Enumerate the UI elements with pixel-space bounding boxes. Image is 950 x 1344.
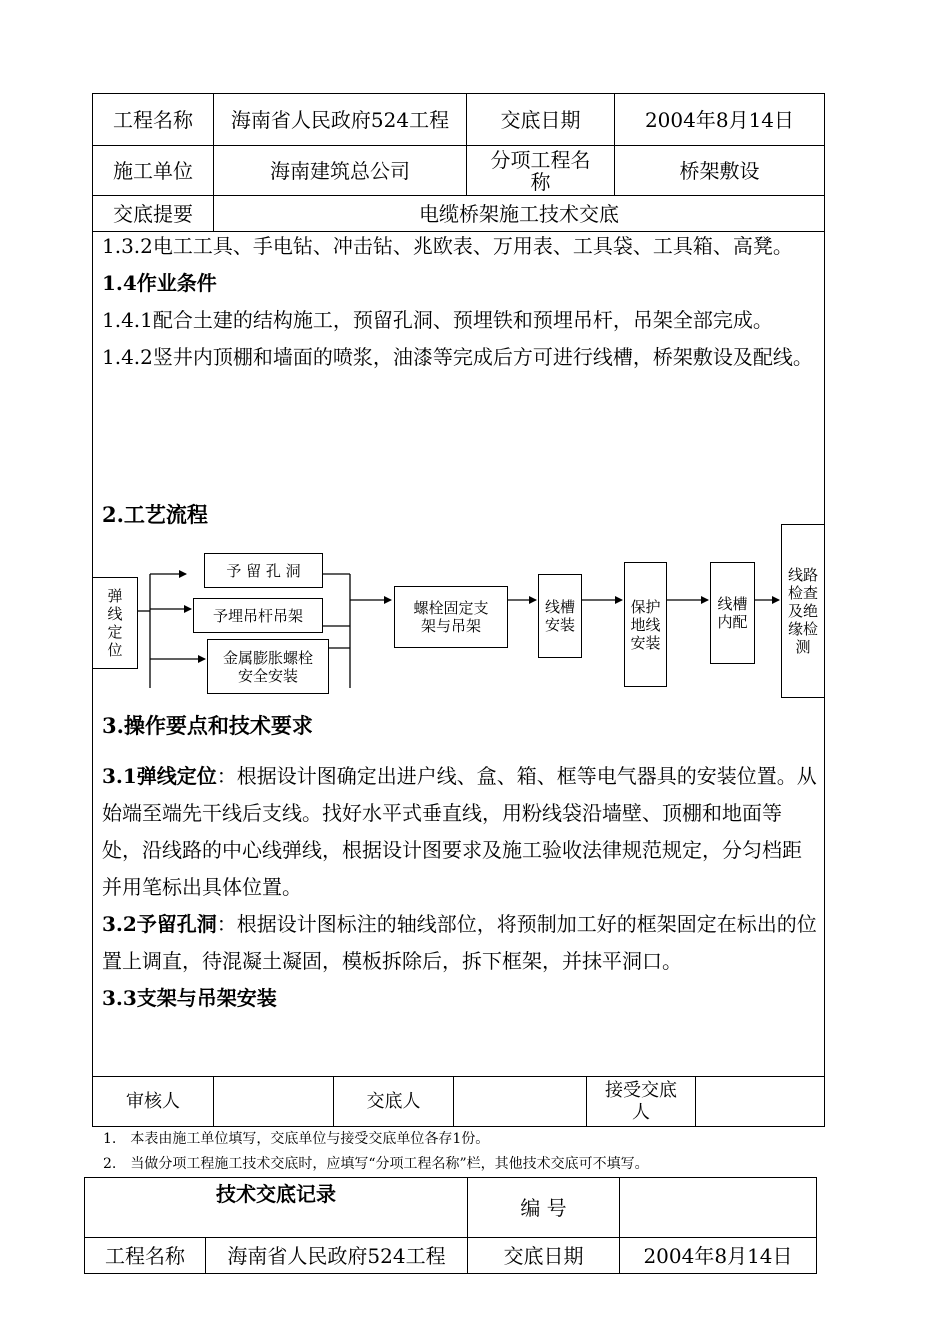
date-value-2: 2004年8月14日 — [619, 1237, 817, 1274]
paragraph-3-1 — [102, 758, 820, 906]
paragraph-3-1-body: ：根据设计图确定出进户线、盒、箱、框等电气器具的安装位置。从始端至端先干线后支线。找好水平式垂直线，用粉线袋沿墙壁、顶棚和地面等处，沿线路的中心线弹线，根据设计图要求及施工验收法律规范规定，分匀档距并用笔标出具体位置。 — [102, 764, 817, 899]
number-value — [619, 1177, 817, 1238]
project-name-label-2: 工程名称 — [84, 1237, 206, 1274]
paragraph-1-4-1: 1.4.1配合土建的结构施工，预留孔洞、预埋铁和预埋吊杆，吊架全部完成。 — [102, 308, 773, 332]
paragraph-1-3-2: 1.3.2电工工具、手电钻、冲击钻、兆欧表、万用表、工具袋、工具箱、高凳。 — [102, 234, 793, 258]
summary-label: 交底提要 — [92, 195, 214, 232]
reviewer-value — [213, 1076, 334, 1127]
note-1: 1. 本表由施工单位填写，交底单位与接受交底单位各存1份。 — [103, 1131, 490, 1147]
section-3-text — [102, 758, 820, 1017]
receiver-label: 接受交底人 — [586, 1076, 696, 1127]
record-title-cell — [84, 1177, 468, 1238]
subproject-value: 桥架敷设 — [614, 145, 825, 196]
heading-1-4: 1.4作业条件 — [102, 271, 217, 295]
paragraph-3-1-title: 3.1弹线定位 — [102, 764, 217, 788]
flow-box-trunking-install — [538, 574, 582, 658]
project-name-value: 海南省人民政府524工程 — [213, 93, 467, 146]
heading-2: 2.工艺流程 — [102, 502, 208, 527]
number-label: 编 号 — [467, 1177, 620, 1238]
contractor-value: 海南建筑总公司 — [213, 145, 467, 196]
heading-3-3: 3.3支架与吊架安装 — [102, 986, 277, 1010]
contractor-label: 施工单位 — [92, 145, 214, 196]
flow-box-reserve-holes — [204, 553, 323, 588]
flow-box-label: 保护地线安装 — [630, 597, 661, 652]
flow-box-ground-wire — [624, 562, 667, 687]
subproject-label: 分项工程名称 — [466, 145, 615, 196]
paragraph-3-2-title: 3.2予留孔洞 — [102, 912, 217, 936]
receiver-value — [695, 1076, 825, 1127]
flow-box-label: 线路检查及绝缘检测 — [787, 566, 818, 656]
reviewer-label: 审核人 — [92, 1076, 214, 1127]
flow-box-embed-hangers — [193, 598, 323, 633]
flow-box-label: 线槽内配 — [717, 595, 748, 631]
flow-box-expansion-bolts — [207, 639, 329, 694]
paragraph-3-2 — [102, 906, 820, 980]
flow-box-snap-line — [92, 577, 138, 669]
project-name-label: 工程名称 — [92, 93, 214, 146]
note-2: 2. 当做分项工程施工技术交底时，应填写“分项工程名称”栏，其他技术交底可不填写。 — [103, 1156, 649, 1172]
flow-box-bolt-fix — [394, 586, 508, 648]
flow-box-label: 予埋吊杆吊架 — [212, 606, 303, 625]
flow-box-label: 线槽安装 — [544, 598, 575, 634]
heading-3: 3.操作要点和技术要求 — [102, 713, 313, 738]
date-label: 交底日期 — [466, 93, 615, 146]
record-title: 技术交底记录 — [216, 1182, 336, 1206]
date-label-2: 交底日期 — [467, 1237, 620, 1274]
flow-box-label: 予 留 孔 洞 — [226, 561, 301, 580]
date-value: 2004年8月14日 — [614, 93, 825, 146]
flow-box-label: 金属膨胀螺栓安全安装 — [222, 648, 313, 685]
flow-box-insulation-test — [781, 524, 825, 698]
summary-value: 电缆桥架施工技术交底 — [213, 195, 825, 232]
flow-box-label: 弹线定位 — [107, 587, 123, 659]
flow-box-label: 螺栓固定支架与吊架 — [413, 599, 489, 635]
flow-box-wiring-in-trunking — [710, 562, 755, 664]
presenter-label: 交底人 — [333, 1076, 454, 1127]
paragraph-3-2-body: ：根据设计图标注的轴线部位，将预制加工好的框架固定在标出的位置上调直，待混凝土凝固，模板拆除后，拆下框架，并抹平洞口。 — [102, 912, 817, 973]
project-name-value-2: 海南省人民政府524工程 — [205, 1237, 468, 1274]
presenter-value — [453, 1076, 587, 1127]
paragraph-1-4-2: 1.4.2竖井内顶棚和墙面的喷浆，油漆等完成后方可进行线槽，桥架敷设及配线。 — [102, 345, 813, 369]
